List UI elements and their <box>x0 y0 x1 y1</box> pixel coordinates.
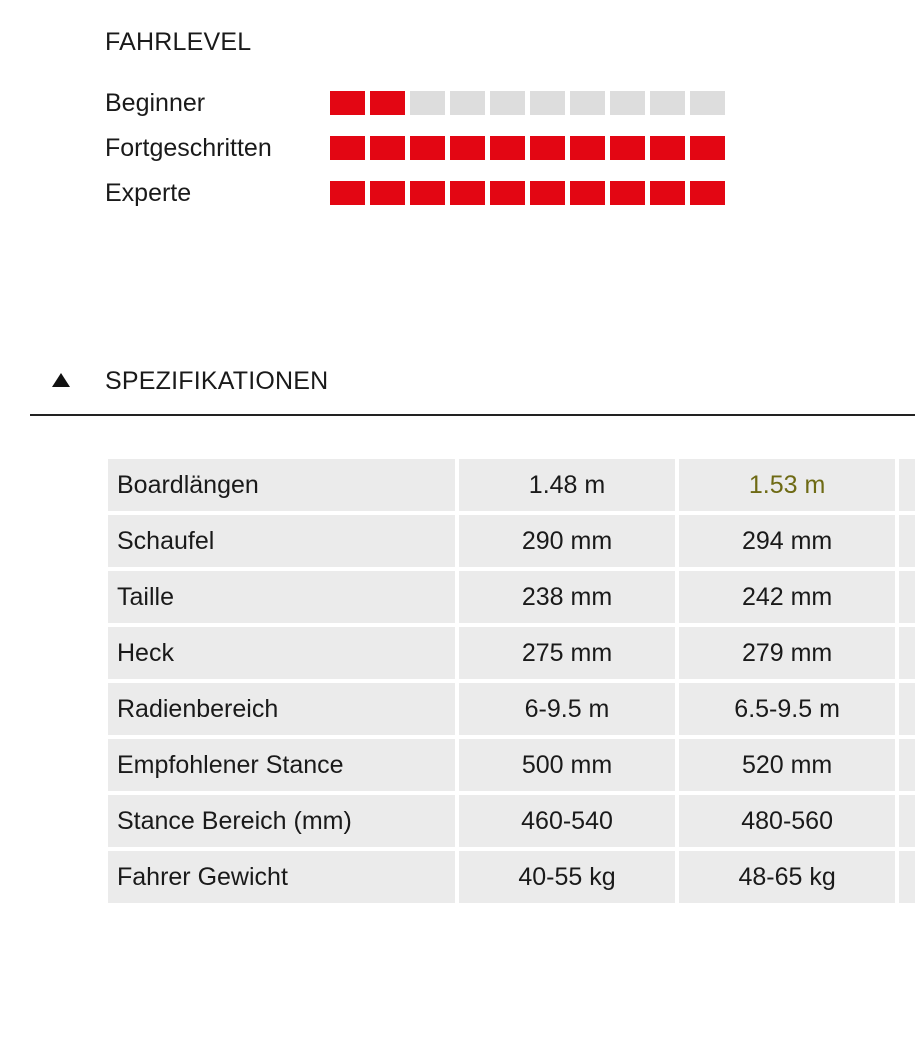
spec-value: 6-9.5 m <box>459 683 675 735</box>
table-row <box>108 627 915 679</box>
spec-value-cut-off <box>899 459 915 511</box>
level-bar <box>330 136 725 160</box>
level-segment-empty <box>530 91 565 115</box>
spec-value: 1.48 m <box>459 459 675 511</box>
level-segment-filled <box>330 136 365 160</box>
spec-label: Fahrer Gewicht <box>108 851 455 903</box>
highlighted-value: 1.53 m <box>748 470 826 499</box>
spec-value-cut-off <box>899 571 915 623</box>
specs-accordion-toggle[interactable] <box>48 364 915 400</box>
spec-value-cut-off <box>899 851 915 903</box>
level-row-beginner <box>105 88 745 118</box>
level-segment-filled <box>370 181 405 205</box>
level-segment-filled <box>570 136 605 160</box>
spec-label: Heck <box>108 627 455 679</box>
level-bar <box>330 91 725 115</box>
level-segment-empty <box>650 91 685 115</box>
spec-label: Empfohlener Stance <box>108 739 455 791</box>
level-segment-filled <box>330 181 365 205</box>
triangle-up-icon <box>52 373 70 387</box>
level-segment-filled <box>650 181 685 205</box>
level-segment-filled <box>690 181 725 205</box>
spec-value: 480-560 <box>679 795 895 847</box>
spec-value-cut-off <box>899 683 915 735</box>
table-row <box>108 683 915 735</box>
level-segment-filled <box>610 136 645 160</box>
level-segment-empty <box>410 91 445 115</box>
spec-value: 275 mm <box>459 627 675 679</box>
spec-value: 40-55 kg <box>459 851 675 903</box>
level-segment-filled <box>490 136 525 160</box>
spec-label: Taille <box>108 571 455 623</box>
level-segment-filled <box>650 136 685 160</box>
spec-value: 520 mm <box>679 739 895 791</box>
spec-value: 460-540 <box>459 795 675 847</box>
spec-value: 290 mm <box>459 515 675 567</box>
level-segment-filled <box>490 181 525 205</box>
spec-value: 238 mm <box>459 571 675 623</box>
spec-value-cut-off <box>899 627 915 679</box>
level-segment-filled <box>410 136 445 160</box>
level-row-experte <box>105 178 745 208</box>
level-segment-empty <box>570 91 605 115</box>
section-divider <box>30 414 915 416</box>
table-row <box>108 515 915 567</box>
spec-value: 500 mm <box>459 739 675 791</box>
spec-value-cut-off <box>899 739 915 791</box>
level-row-fortgeschritten <box>105 133 745 163</box>
spec-table <box>104 455 915 907</box>
level-label: Beginner <box>105 89 206 117</box>
level-segment-filled <box>370 136 405 160</box>
spec-value: 279 mm <box>679 627 895 679</box>
level-segment-filled <box>570 181 605 205</box>
table-row <box>108 851 915 903</box>
level-segment-filled <box>450 181 485 205</box>
spec-value: 294 mm <box>679 515 895 567</box>
spec-value-cut-off <box>899 515 915 567</box>
level-segment-empty <box>610 91 645 115</box>
fahrlevel-title: FAHRLEVEL <box>105 28 252 56</box>
specs-title: SPEZIFIKATIONEN <box>105 367 329 395</box>
level-label: Experte <box>105 179 192 207</box>
spec-value-cut-off <box>899 795 915 847</box>
level-segment-empty <box>690 91 725 115</box>
level-segment-filled <box>370 91 405 115</box>
spec-value: 242 mm <box>679 571 895 623</box>
level-segment-filled <box>690 136 725 160</box>
level-segment-empty <box>450 91 485 115</box>
spec-value: 48-65 kg <box>679 851 895 903</box>
spec-label: Radienbereich <box>108 683 455 735</box>
table-row <box>108 459 915 511</box>
spec-label: Boardlängen <box>108 459 455 511</box>
spec-value <box>679 459 895 511</box>
level-segment-empty <box>490 91 525 115</box>
level-segment-filled <box>410 181 445 205</box>
spec-label: Schaufel <box>108 515 455 567</box>
level-segment-filled <box>530 136 565 160</box>
level-bar <box>330 181 725 205</box>
spec-value: 6.5-9.5 m <box>679 683 895 735</box>
level-segment-filled <box>330 91 365 115</box>
spec-label: Stance Bereich (mm) <box>108 795 455 847</box>
table-row <box>108 795 915 847</box>
level-segment-filled <box>450 136 485 160</box>
table-row <box>108 739 915 791</box>
table-row <box>108 571 915 623</box>
level-segment-filled <box>610 181 645 205</box>
level-label: Fortgeschritten <box>105 134 272 162</box>
level-segment-filled <box>530 181 565 205</box>
